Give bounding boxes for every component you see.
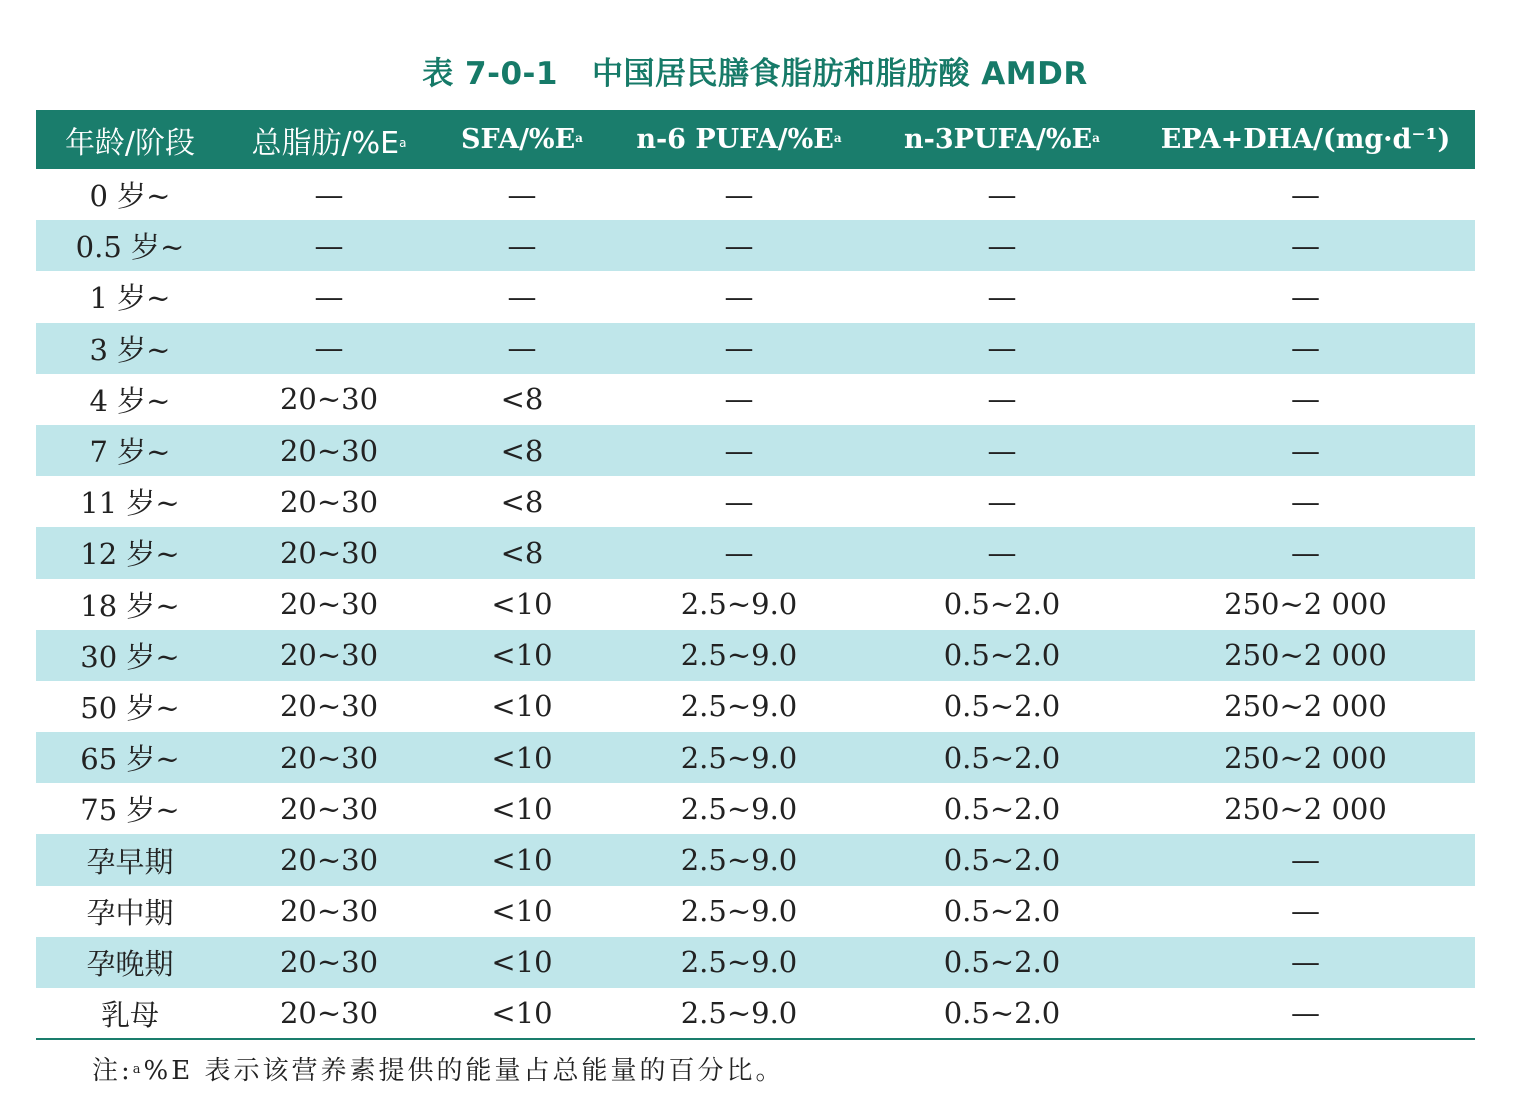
table-body (36, 169, 1475, 1039)
cell-age-stage: 0.5 岁~ (36, 220, 224, 271)
table-row (36, 783, 1475, 834)
table-row (36, 271, 1475, 322)
table-row (36, 937, 1475, 988)
table-row (36, 374, 1475, 425)
cell-total-fat: 20~30 (224, 630, 434, 681)
cell-n6-pufa: — (610, 220, 868, 271)
footnote-prefix: 注: (92, 1056, 133, 1086)
footnote-text: %E 表示该营养素提供的能量占总能量的百分比。 (143, 1056, 785, 1086)
cell-total-fat: 20~30 (279, 484, 379, 519)
cell-n3-pufa: 0.5~2.0 (868, 630, 1136, 681)
cell-age-stage: 12 岁~ (36, 527, 224, 578)
cell-n3-pufa: — (987, 382, 1017, 417)
cell-age-stage: 孕中期 (86, 895, 174, 930)
cell-n6-pufa: 2.5~9.0 (610, 988, 868, 1039)
cell-epa-dha: — (1291, 382, 1320, 417)
cell-age-stage: 30 岁~ (36, 630, 224, 681)
cell-sfa: — (434, 323, 610, 374)
cell-epa-dha: 250~2 000 (1224, 791, 1387, 826)
cell-epa-dha: — (1291, 894, 1320, 929)
table-row (36, 527, 1475, 578)
table-row (36, 169, 1475, 220)
cell-epa-dha: — (1136, 425, 1475, 476)
cell-n6-pufa: 2.5~9.0 (680, 791, 798, 826)
cell-n6-pufa: 2.5~9.0 (610, 630, 868, 681)
cell-n3-pufa: — (987, 484, 1017, 519)
header-n3-pufa: $n-3PUFA/\%E^a$ (904, 124, 1100, 155)
cell-sfa: — (434, 220, 610, 271)
cell-n3-pufa: 0.5~2.0 (943, 689, 1061, 724)
cell-n6-pufa: — (724, 279, 754, 314)
cell-epa-dha: — (1136, 988, 1475, 1039)
cell-sfa: <10 (434, 732, 610, 783)
header-age-stage: 年龄/阶段 (64, 125, 196, 161)
cell-total-fat: 20~30 (279, 894, 379, 929)
table-row (36, 220, 1475, 271)
cell-sfa: <10 (434, 630, 610, 681)
cell-age-stage: 孕早期 (36, 834, 224, 885)
cell-sfa: — (507, 279, 537, 314)
cell-total-fat: 20~30 (279, 689, 379, 724)
cell-n3-pufa: 0.5~2.0 (943, 587, 1061, 622)
cell-epa-dha: 250~2 000 (1136, 732, 1475, 783)
cell-total-fat: — (224, 323, 434, 374)
cell-n6-pufa: 2.5~9.0 (680, 587, 798, 622)
cell-sfa: <8 (434, 527, 610, 578)
cell-n3-pufa: — (868, 323, 1136, 374)
cell-sfa: <10 (491, 689, 553, 724)
cell-n3-pufa: 0.5~2.0 (868, 732, 1136, 783)
cell-sfa: <10 (434, 834, 610, 885)
cell-n3-pufa: — (868, 220, 1136, 271)
table-row (36, 834, 1475, 885)
cell-n3-pufa: — (868, 425, 1136, 476)
cell-age-stage: 乳母 (36, 988, 224, 1039)
cell-n6-pufa: 2.5~9.0 (610, 732, 868, 783)
cell-n3-pufa: 0.5~2.0 (868, 834, 1136, 885)
cell-age-stage: 孕晚期 (36, 937, 224, 988)
cell-total-fat: 20~30 (224, 425, 434, 476)
table-row (36, 425, 1475, 476)
cell-total-fat: 20~30 (224, 937, 434, 988)
table-row (36, 732, 1475, 783)
cell-sfa: <10 (491, 894, 553, 929)
cell-total-fat: 20~30 (224, 834, 434, 885)
cell-epa-dha: — (1136, 220, 1475, 271)
table-row (36, 630, 1475, 681)
cell-n6-pufa: — (610, 323, 868, 374)
cell-n3-pufa: 0.5~2.0 (868, 937, 1136, 988)
cell-epa-dha: — (1136, 527, 1475, 578)
table-number: 表 7-0-1 (422, 56, 558, 92)
cell-n3-pufa: — (868, 527, 1136, 578)
cell-epa-dha: 250~2 000 (1224, 689, 1387, 724)
cell-n3-pufa: 0.5~2.0 (943, 791, 1061, 826)
cell-total-fat: 20~30 (279, 587, 379, 622)
amdr-table (36, 110, 1475, 1040)
cell-sfa: <10 (434, 937, 610, 988)
cell-age-stage: 3 岁~ (36, 323, 224, 374)
cell-age-stage: 4 岁~ (89, 383, 171, 418)
cell-age-stage: 75 岁~ (80, 793, 180, 828)
table-row (36, 476, 1475, 527)
table-row (36, 681, 1475, 732)
cell-sfa: <10 (491, 791, 553, 826)
cell-sfa: <10 (491, 587, 553, 622)
cell-total-fat: — (314, 177, 344, 212)
cell-age-stage: 0 岁~ (89, 179, 171, 214)
cell-sfa: <10 (434, 988, 610, 1039)
cell-sfa: <8 (434, 425, 610, 476)
table-row (36, 988, 1475, 1039)
table-row (36, 886, 1475, 937)
cell-age-stage: 50 岁~ (80, 690, 180, 725)
header-epa-dha: EPA+DHA/(mg·d⁻¹) (1160, 124, 1451, 155)
cell-age-stage: 1 岁~ (89, 281, 171, 316)
cell-epa-dha: 250~2 000 (1224, 587, 1387, 622)
cell-total-fat: — (314, 279, 344, 314)
cell-n6-pufa: 2.5~9.0 (610, 937, 868, 988)
cell-epa-dha: — (1291, 177, 1320, 212)
cell-age-stage: 65 岁~ (36, 732, 224, 783)
cell-n3-pufa: — (987, 177, 1017, 212)
cell-n6-pufa: — (610, 527, 868, 578)
cell-n6-pufa: — (724, 177, 754, 212)
header-sfa: SFA/$\%E^a$ (461, 124, 583, 155)
cell-sfa: <8 (500, 484, 544, 519)
table-title (0, 48, 1510, 93)
cell-total-fat: 20~30 (224, 732, 434, 783)
cell-age-stage: 7 岁~ (36, 425, 224, 476)
cell-epa-dha: — (1136, 937, 1475, 988)
cell-epa-dha: 250~2 000 (1136, 630, 1475, 681)
footnote (92, 1050, 784, 1087)
cell-n6-pufa: 2.5~9.0 (610, 834, 868, 885)
cell-epa-dha: — (1291, 279, 1320, 314)
cell-epa-dha: — (1136, 834, 1475, 885)
cell-age-stage: 18 岁~ (80, 588, 180, 623)
footnote-sup: a (132, 1062, 144, 1077)
cell-n3-pufa: 0.5~2.0 (868, 988, 1136, 1039)
table-row (36, 323, 1475, 374)
cell-n3-pufa: — (987, 279, 1017, 314)
header-total-fat: 总脂肪$/\%E^a$ (251, 125, 407, 161)
cell-n6-pufa: — (610, 425, 868, 476)
cell-n6-pufa: — (724, 382, 754, 417)
cell-n6-pufa: 2.5~9.0 (680, 689, 798, 724)
cell-n6-pufa: — (724, 484, 754, 519)
cell-total-fat: — (224, 220, 434, 271)
cell-n3-pufa: 0.5~2.0 (943, 894, 1061, 929)
table-header (36, 110, 1475, 169)
table-title-text: 中国居民膳食脂肪和脂肪酸 AMDR (591, 56, 1088, 92)
cell-total-fat: 20~30 (279, 791, 379, 826)
cell-total-fat: 20~30 (224, 988, 434, 1039)
table-row (36, 579, 1475, 630)
header-row (36, 110, 1475, 169)
header-n6-pufa: n-6 PUFA/$\%E^a$ (636, 124, 842, 155)
cell-epa-dha: — (1136, 323, 1475, 374)
cell-total-fat: 20~30 (279, 382, 379, 417)
cell-sfa: — (507, 177, 537, 212)
cell-epa-dha: — (1291, 484, 1320, 519)
cell-sfa: <8 (500, 382, 544, 417)
cell-total-fat: 20~30 (224, 527, 434, 578)
cell-age-stage: 11 岁~ (80, 486, 180, 521)
cell-n6-pufa: 2.5~9.0 (680, 894, 798, 929)
